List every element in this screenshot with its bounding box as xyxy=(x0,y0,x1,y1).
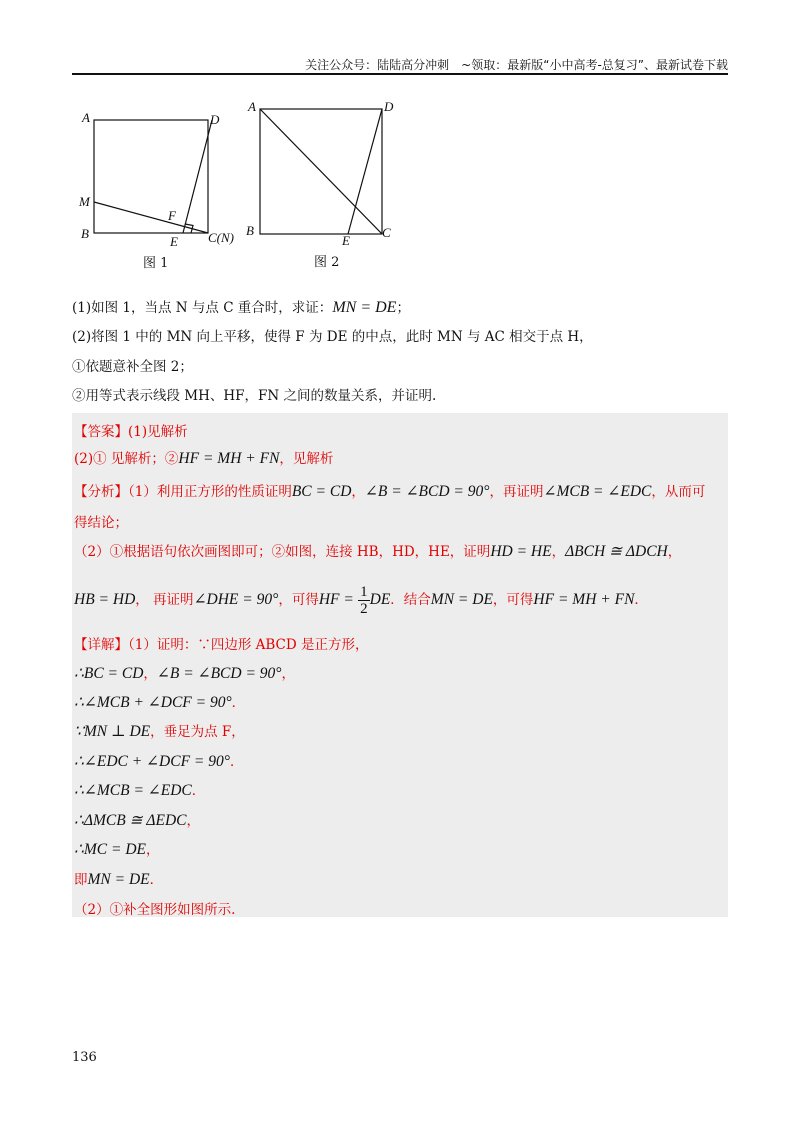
label-e: E xyxy=(170,234,178,248)
square-abcd xyxy=(94,120,208,233)
label-b: B xyxy=(246,223,254,238)
detail-line-9: （2）①补全图形如图所示. xyxy=(74,902,236,918)
detail-line-3: ∵MN ⊥ DE，垂足为点 F， xyxy=(74,723,245,740)
right-angle-mark xyxy=(185,224,193,233)
detail-line-5: ∴∠MCB = ∠EDC． xyxy=(74,782,206,799)
diagonal-ac xyxy=(260,109,382,234)
answer-line-2: (2)① 见解析；②HF = MH + FN，见解析 xyxy=(74,450,334,467)
detail-line-6: ∴ΔMCB ≅ ΔEDC， xyxy=(74,812,201,829)
detail-line-1: ∴BC = CD，∠B = ∠BCD = 90°， xyxy=(74,665,295,682)
analysis-line-1: 【分析】（1）利用正方形的性质证明BC = CD，∠B = ∠BCD = 90°，再证明∠MCB = ∠EDC，从而可 xyxy=(74,483,706,500)
q1-end: ； xyxy=(396,300,410,316)
label-e: E xyxy=(342,233,350,247)
figure-2 xyxy=(244,97,404,251)
segment-mn xyxy=(94,202,208,233)
detail-line-8: 即MN = DE． xyxy=(74,871,164,888)
label-a: A xyxy=(82,110,90,125)
figure-2-caption: 图 2 xyxy=(314,255,340,270)
label-f: F xyxy=(168,208,176,223)
label-c: C xyxy=(382,225,391,240)
page-number: 136 xyxy=(72,1050,97,1065)
question-2-1: ①依题意补全图 2； xyxy=(72,359,193,375)
page-header: 关注公众号：陆陆高分冲刺 ~领取：最新版“小中高考-总复习”、最新试卷下载 xyxy=(305,58,728,72)
figure-1-caption: 图 1 xyxy=(143,256,169,271)
analysis-line-4: HB = HD， 再证明∠DHE = 90°，可得HF = $\frac{1}{2}$ DE．结合MN = DE，可得HF = MH + FN． xyxy=(74,584,648,617)
segment-de xyxy=(348,109,382,234)
answer-line-1: 【答案】(1)见解析 xyxy=(74,424,188,440)
analysis-line-3: （2）①根据语句依次画图即可；②如图，连接 HB，HD，HE，证明HD = HE，ΔBCH ≅ ΔDCH， xyxy=(74,543,682,560)
question-2-2: ②用等式表示线段 MH、HF，FN 之间的数量关系，并证明. xyxy=(72,388,437,404)
q1-text: (1)如图 1，当点 N 与点 C 重合时，求证： xyxy=(72,300,333,316)
label-b: B xyxy=(81,226,89,241)
label-d: D xyxy=(210,112,220,127)
question-2: (2)将图 1 中的 MN 向上平移，使得 F 为 DE 的中点，此时 MN 与 AC 相交于点 H， xyxy=(72,329,593,345)
detail-line-0: 【详解】（1）证明：∵四边形 ABCD 是正方形， xyxy=(74,637,369,653)
label-cn: C(N) xyxy=(208,230,234,245)
q1-math: MN = DE xyxy=(332,299,397,316)
detail-line-2: ∴∠MCB + ∠DCF = 90°． xyxy=(74,694,246,711)
label-d: D xyxy=(384,99,394,114)
label-m: M xyxy=(79,194,90,209)
question-1 xyxy=(72,299,410,317)
detail-line-7: ∴MC = DE， xyxy=(74,841,160,858)
header-rule xyxy=(72,73,728,75)
label-a: A xyxy=(248,99,256,114)
analysis-line-2: 得结论； xyxy=(74,515,128,531)
figure-1 xyxy=(78,108,268,252)
detail-line-4: ∴∠EDC + ∠DCF = 90°． xyxy=(74,753,244,770)
fraction-one-half: $\frac{1}{2}$ xyxy=(360,584,368,617)
